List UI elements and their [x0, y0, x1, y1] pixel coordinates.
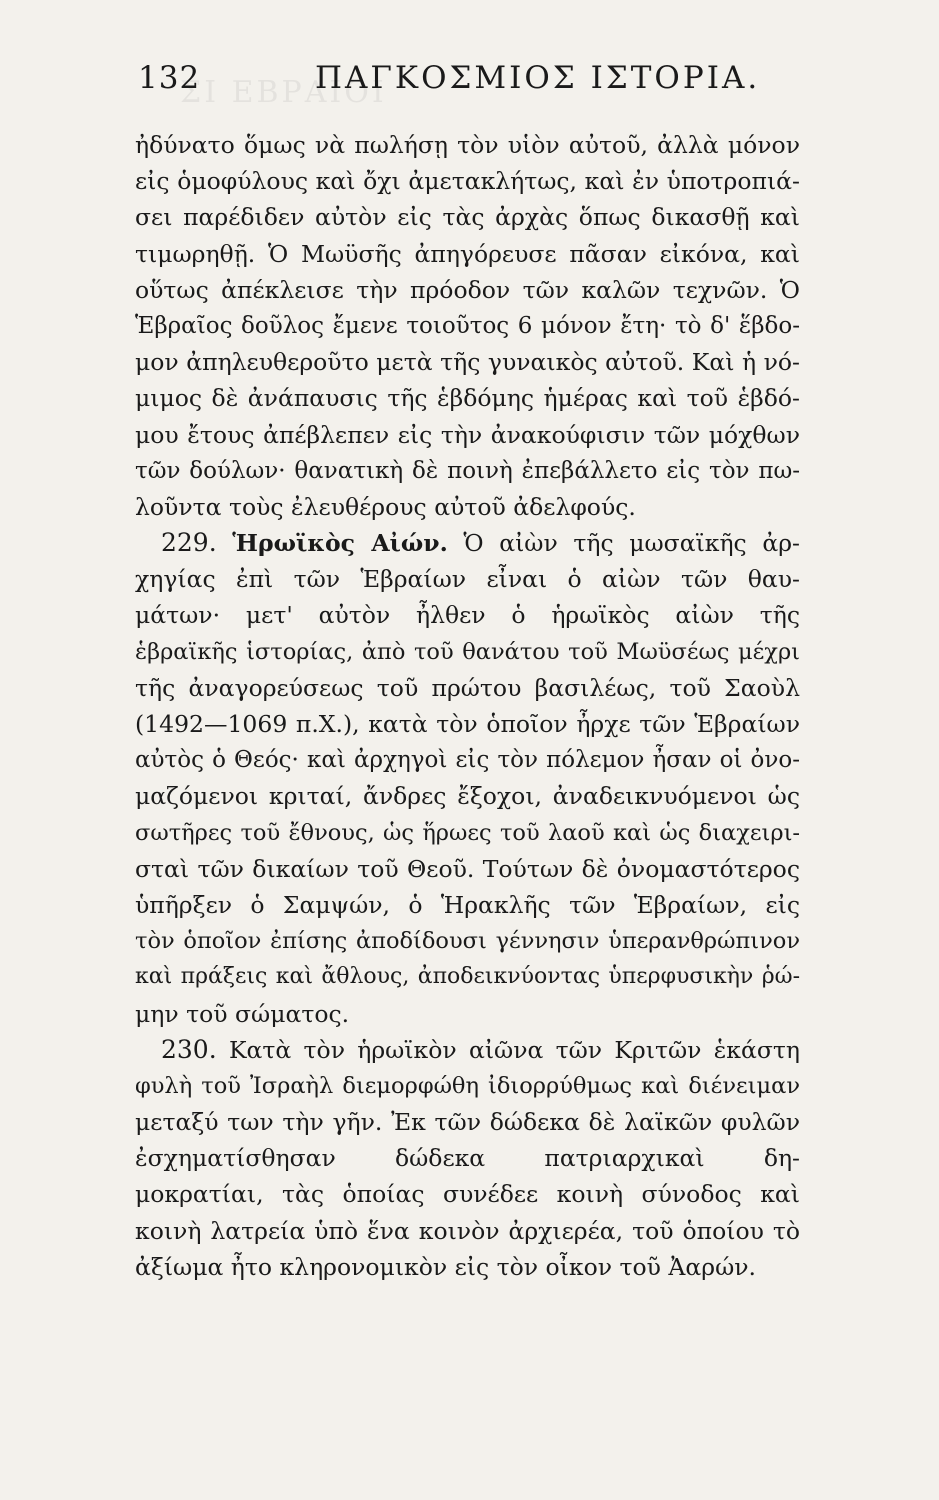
text-line: χηγίας ἐπὶ τῶν Ἑβραίων εἶναι ὁ αἰὼν τῶν θαυ- [135, 565, 800, 594]
text-line: ἀξίωμα ἦτο κληρονομικὸν εἰς τὸν οἶκον τοῦ Ἀαρών. [135, 1252, 756, 1281]
body-text [135, 127, 800, 1285]
text-line: φυλὴ τοῦ Ἰσραὴλ διεμορφώθη ἰδιορρύθμως καὶ διένειμαν [135, 1072, 800, 1099]
section-230-line [135, 1032, 800, 1068]
text-line: ὑπῆρξεν ὁ Σαμψών, ὁ Ἡρακλῆς τῶν Ἑβραίων, εἰς [135, 890, 800, 919]
text-line: αὐτὸς ὁ Θεός· καὶ ἀρχηγοὶ εἰς τὸν πόλεμον ἦσαν οἱ ὀνο- [135, 747, 800, 774]
page-number: 132 [138, 60, 201, 96]
section-heading: Ἡρωϊκὸς Αἰών. [232, 529, 448, 558]
text-line: μαζόμενοι κριταί, ἄνδρες ἔξοχοι, ἀναδεικνυόμενοι ὡς [135, 782, 800, 811]
text-line: μοκρατίαι, τὰς ὁποίας συνέδεε κοινὴ σύνοδος καὶ [135, 1180, 800, 1209]
text-line: μου ἔτους ἀπέβλεπεν εἰς τὴν ἀνακούφισιν τῶν μόχθων [135, 420, 800, 449]
text-line: Ἑβραῖος δοῦλος ἔμενε τοιοῦτος 6 μόνον ἔτη· τὸ δ' ἕβδο- [135, 312, 800, 339]
text-line: οὕτως ἀπέκλεισε τὴν πρόοδον τῶν καλῶν τεχνῶν. Ὁ [135, 275, 800, 304]
show-through-text: ΣΙ ΕΒΡΑΙΟΙ [180, 75, 387, 110]
text-line: σει παρέδιδεν αὐτὸν εἰς τὰς ἀρχὰς ὅπως δικασθῇ καὶ [135, 203, 800, 232]
text-line: μιμος δὲ ἀνάπαυσις τῆς ἑβδόμης ἡμέρας καὶ τοῦ ἑβδό- [135, 384, 800, 413]
text-line: σωτῆρες τοῦ ἔθνους, ὡς ἥρωες τοῦ λαοῦ καὶ ὡς διαχειρι- [135, 819, 800, 846]
text-line: ἠδύνατο ὅμως νὰ πωλήσῃ τὸν υἱὸν αὐτοῦ, ἀλλὰ μόνον [135, 131, 800, 159]
text-line: τῶν δούλων· θανατικὴ δὲ ποινὴ ἐπεβάλλετο εἰς τὸν πω- [135, 457, 800, 484]
text-line: σταὶ τῶν δικαίων τοῦ Θεοῦ. Τούτων δὲ ὀνομαστότερος [135, 854, 800, 883]
text-line: ἐσχηματίσθησαν δώδεκα πατριαρχικαὶ δη- [135, 1144, 800, 1173]
text-line: λοῦντα τοὺς ἐλευθέρους αὐτοῦ ἀδελφούς. [135, 492, 636, 521]
text-line: μον ἀπηλευθεροῦτο μετὰ τῆς γυναικὸς αὐτοῦ. Καὶ ἡ νό- [135, 348, 800, 377]
text-line: τῆς ἀναγορεύσεως τοῦ πρώτου βασιλέως, τοῦ Σαοὺλ [135, 673, 800, 702]
text-span: Κατὰ τὸν ἡρωϊκὸν αἰῶνα τῶν Κριτῶν ἑκάστη [228, 1035, 800, 1064]
text-line: εἰς ὁμοφύλους καὶ ὄχι ἀμετακλήτως, καὶ ἐν ὑποτροπιά- [135, 167, 800, 196]
text-line: (1492—1069 π.Χ.), κατὰ τὸν ὁποῖον ἦρχε τῶν Ἑβραίων [135, 710, 800, 738]
text-line: μάτων· μετ' αὐτὸν ἦλθεν ὁ ἡρωϊκὸς αἰὼν τῆς [135, 601, 800, 630]
section-number: 229. [161, 528, 217, 558]
text-line: κοινὴ λατρεία ὑπὸ ἕνα κοινὸν ἀρχιερέα, τοῦ ὁποίου τὸ [135, 1216, 800, 1245]
text-line: μην τοῦ σώματος. [135, 999, 350, 1028]
section-229-line [135, 525, 800, 561]
text-line: ἑβραϊκῆς ἱστορίας, ἀπὸ τοῦ θανάτου τοῦ Μωϋσέως μέχρι [135, 638, 800, 665]
text-line: τὸν ὁποῖον ἐπίσης ἀποδίδουσι γέννησιν ὑπερανθρώπινον [135, 928, 800, 955]
text-span: Ὁ αἰὼν τῆς μωσαϊκῆς ἀρ- [463, 529, 800, 558]
text-line: τιμωρηθῇ. Ὁ Μωϋσῆς ἀπηγόρευσε πᾶσαν εἰκόνα, καὶ [135, 239, 800, 268]
section-number: 230. [161, 1034, 217, 1064]
text-line: καὶ πράξεις καὶ ἄθλους, ἀποδεικνύοντας ὑπερφυσικὴν ῥώ- [135, 964, 800, 990]
text-line: μεταξύ των τὴν γῆν. Ἐκ τῶν δώδεκα δὲ λαϊκῶν φυλῶν [135, 1108, 800, 1137]
running-title: ΠΑΓΚΟΣΜΙΟΣ ΙΣΤΟΡΙΑ. [315, 60, 761, 96]
